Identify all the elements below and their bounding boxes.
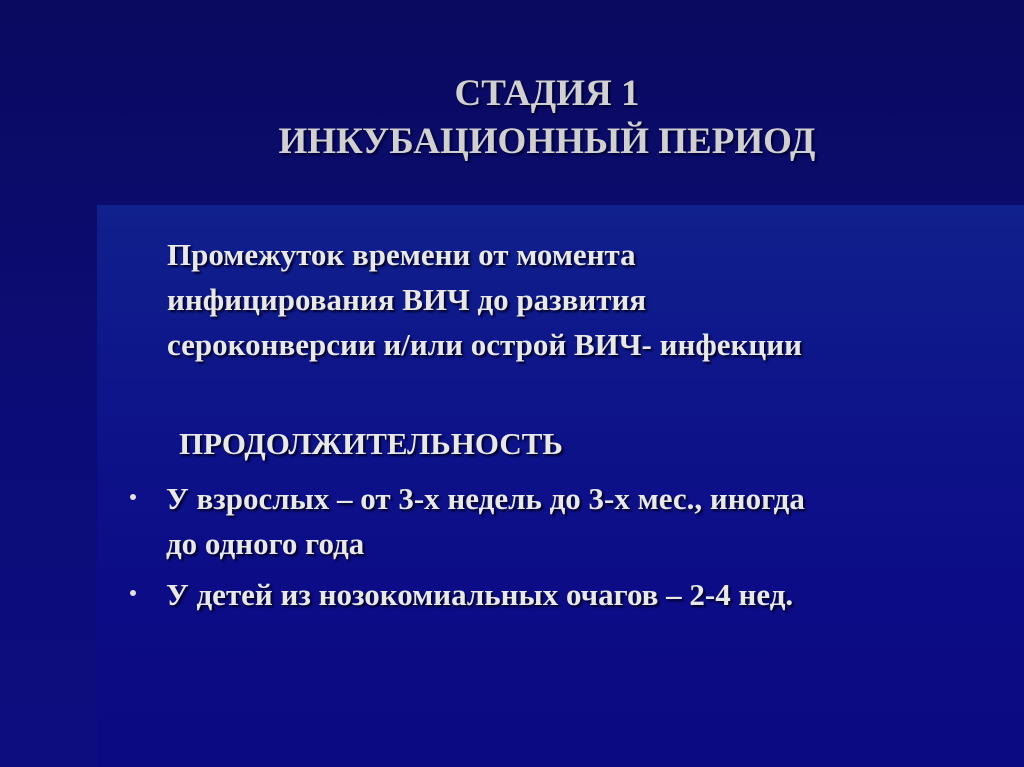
bullet-icon [130,494,136,500]
title-line-1: СТАДИЯ 1 [454,73,640,114]
definition-line-1: Промежуток времени от момента [167,237,636,272]
list-item [130,476,990,566]
title-line-2: ИНКУБАЦИОННЫЙ ПЕРИОД [278,121,816,162]
definition-line-3: сероконверсии и/или острой ВИЧ- инфекции [167,327,802,362]
list-item-line: У детей из нозокомиальных очагов – 2-4 нед. [166,577,794,612]
duration-heading: ПРОДОЛЖИТЕЛЬНОСТЬ [179,426,563,461]
duration-list [130,476,990,623]
list-item [130,572,990,617]
list-item-line: до одного года [166,526,365,561]
definition-text [167,232,967,367]
bullet-icon [130,590,136,596]
definition-line-2: инфицирования ВИЧ до развития [167,282,647,317]
list-item-line: У взрослых – от 3-х недель до 3-х мес., иногда [166,481,805,516]
slide-title [0,70,1024,166]
